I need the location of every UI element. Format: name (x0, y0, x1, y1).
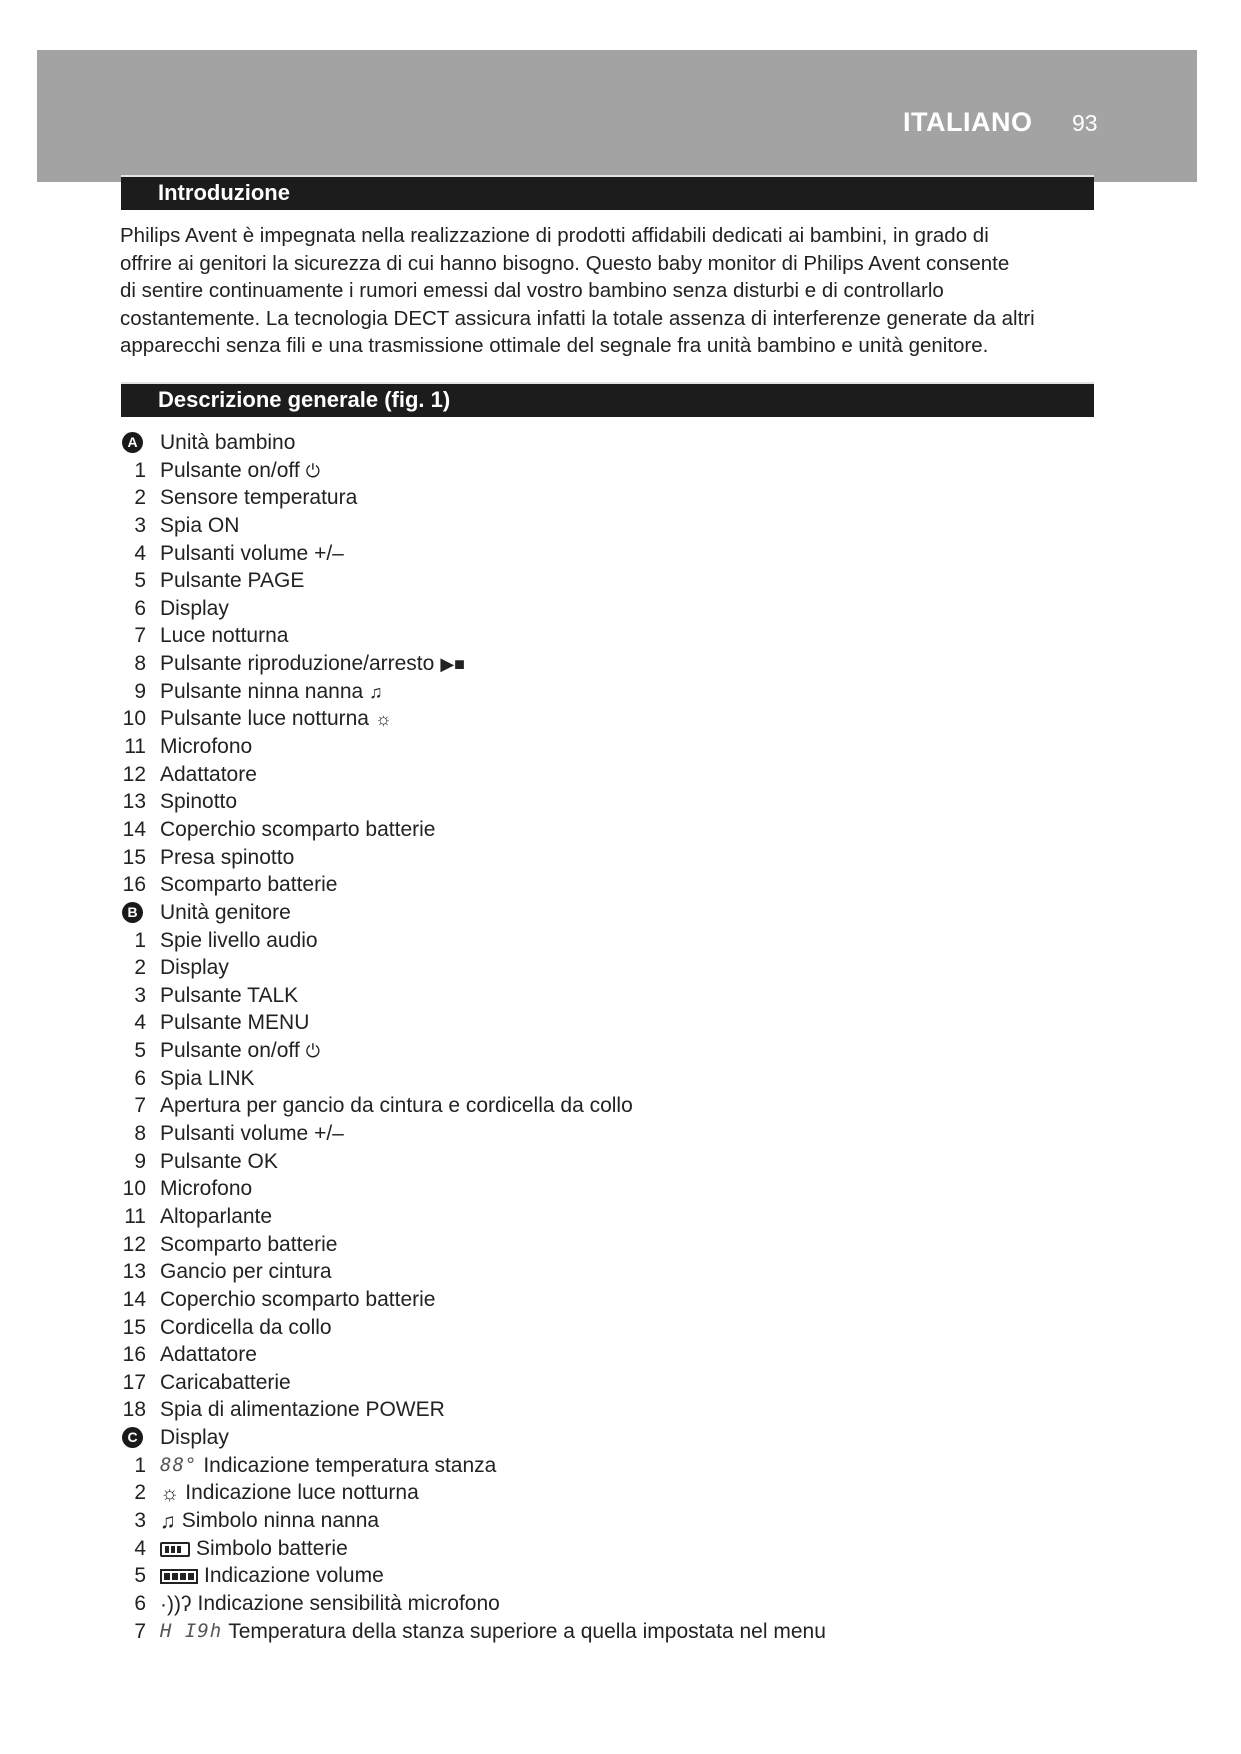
item-text-wrap (160, 1618, 826, 1646)
item-text-wrap (160, 595, 229, 623)
item-text: Scomparto batterie (160, 873, 338, 897)
item-text-wrap (160, 1286, 435, 1314)
item-text: Adattatore (160, 1343, 257, 1367)
item-text: Pulsanti volume +/– (160, 1122, 344, 1146)
item-number: 8 (134, 1122, 146, 1146)
section-title: Display (160, 1426, 229, 1450)
item-number: 7 (134, 1619, 146, 1643)
list-item (118, 954, 1118, 982)
item-number: 7 (134, 1094, 146, 1118)
item-number: 12 (122, 762, 146, 786)
item-text: Indicazione volume (204, 1564, 384, 1588)
list-item (118, 1258, 1118, 1286)
section-title: Unità genitore (160, 900, 291, 924)
item-text: Simbolo ninna nanna (181, 1508, 380, 1532)
item-text-wrap (160, 1369, 291, 1397)
section-a-title (118, 429, 1118, 457)
list-item (118, 1562, 1118, 1590)
item-text: Display (160, 956, 229, 980)
item-number: 11 (124, 735, 146, 759)
list-item (118, 1286, 1118, 1314)
item-text: Spinotto (160, 790, 238, 814)
list-item (118, 484, 1118, 512)
list-item (118, 1452, 1118, 1480)
item-number: 14 (122, 817, 146, 841)
item-number: 14 (122, 1287, 146, 1311)
list-item (118, 761, 1118, 789)
item-text-wrap (160, 927, 318, 955)
list-item (118, 1396, 1118, 1424)
item-number: 3 (134, 1508, 146, 1532)
item-text: Apertura per gancio da cintura e cordicella da collo (160, 1094, 633, 1118)
item-text: Cordicella da collo (160, 1315, 332, 1339)
item-number: 6 (134, 1066, 146, 1090)
item-text-wrap (160, 788, 237, 816)
item-number: 9 (134, 679, 146, 703)
item-text: Simbolo batterie (196, 1536, 348, 1560)
item-text-wrap (160, 871, 337, 899)
list-item (118, 1009, 1118, 1037)
list-item (118, 1535, 1118, 1563)
item-text: Spia LINK (160, 1066, 255, 1090)
item-text-wrap (160, 1120, 344, 1148)
list-item (118, 1037, 1118, 1065)
item-symbol-icon: ⏻ (305, 1041, 320, 1062)
list-item (118, 567, 1118, 595)
item-number: 2 (134, 486, 146, 510)
item-text-wrap (160, 1092, 633, 1120)
item-text-wrap (160, 1590, 500, 1618)
item-number: 8 (134, 652, 146, 676)
item-text: Sensore temperatura (160, 486, 358, 510)
item-number: 4 (134, 1011, 146, 1035)
item-text: Gancio per cintura (160, 1260, 332, 1284)
section-heading-bar (121, 382, 1094, 417)
item-text-wrap (160, 484, 357, 512)
list-item (118, 1120, 1118, 1148)
item-number: 7 (134, 624, 146, 648)
item-text-wrap (160, 844, 294, 872)
item-text: Scomparto batterie (160, 1232, 338, 1256)
item-number: 12 (122, 1232, 146, 1256)
item-number: 9 (134, 1149, 146, 1173)
parts-list (118, 429, 1118, 1645)
item-number: 2 (134, 1481, 146, 1505)
list-item (118, 1092, 1118, 1120)
item-number: 15 (122, 1315, 146, 1339)
item-number: 1 (134, 458, 146, 482)
section-b-title (118, 899, 1118, 927)
item-text-wrap (160, 761, 257, 789)
item-text: Microfono (160, 1177, 253, 1201)
item-text-wrap (160, 1231, 337, 1259)
item-text: Pulsante luce notturna (160, 707, 369, 731)
item-number: 16 (122, 873, 146, 897)
item-number: 4 (134, 541, 146, 565)
item-text: Pulsante on/off (160, 1039, 300, 1063)
item-text-wrap (160, 1175, 252, 1203)
list-item (118, 1479, 1118, 1507)
list-item (118, 1065, 1118, 1093)
item-number: 4 (134, 1536, 146, 1560)
section-letter-badge: B (122, 902, 143, 923)
item-number: 15 (122, 845, 146, 869)
item-text-wrap (160, 1341, 257, 1369)
section-title: Unità bambino (160, 431, 296, 454)
item-text: Temperatura della stanza superiore a quella impostata nel menu (228, 1619, 826, 1643)
list-item (118, 1148, 1118, 1176)
item-text-wrap (160, 1065, 255, 1093)
item-text-wrap (160, 1479, 419, 1507)
list-item (118, 1618, 1118, 1646)
list-item (118, 1203, 1118, 1231)
item-symbol-icon: ⏻ (305, 460, 320, 481)
list-item (118, 457, 1118, 485)
item-text: Pulsante ninna nanna (160, 679, 364, 703)
language-label: ITALIANO (903, 107, 1033, 137)
item-number: 10 (122, 707, 146, 731)
item-number: 13 (122, 1260, 146, 1284)
item-text: Spie livello audio (160, 928, 318, 952)
item-text: Adattatore (160, 762, 257, 786)
item-number: 3 (134, 513, 146, 537)
intro-paragraph (120, 222, 1105, 360)
section-c-title (118, 1424, 1118, 1452)
item-text-wrap (160, 1148, 278, 1176)
item-text: Spia ON (160, 513, 240, 537)
item-text: Indicazione temperatura stanza (203, 1453, 497, 1477)
item-number: 10 (122, 1177, 146, 1201)
item-text-wrap (160, 1562, 384, 1590)
item-text: Pulsante TALK (160, 983, 299, 1007)
list-item (118, 1369, 1118, 1397)
section-letter-badge: A (122, 432, 143, 453)
list-item (118, 927, 1118, 955)
list-item (118, 1590, 1118, 1618)
item-text: Coperchio scomparto batterie (160, 1287, 436, 1311)
battery-icon (160, 1542, 190, 1557)
item-symbol-icon: ♫ (369, 681, 383, 702)
list-item (118, 705, 1118, 733)
item-text-wrap (160, 622, 288, 650)
intro-line: Philips Avent è impegnata nella realizzazione di prodotti affidabili dedicati ai bambini, in grado di (120, 224, 989, 247)
item-text: Caricabatterie (160, 1370, 291, 1394)
item-number: 2 (134, 956, 146, 980)
list-item (118, 788, 1118, 816)
item-text-wrap (160, 733, 252, 761)
list-item (118, 595, 1118, 623)
item-text-wrap (160, 678, 383, 707)
list-item (118, 1507, 1118, 1535)
list-item (118, 678, 1118, 706)
item-number: 18 (122, 1398, 146, 1422)
item-number: 1 (134, 928, 146, 952)
item-number: 11 (124, 1204, 146, 1228)
intro-line: di sentire continuamente i rumori emessi dal vostro bambino senza disturbi e di controllarlo (120, 279, 944, 303)
section-heading: Descrizione generale (fig. 1) (158, 387, 451, 412)
item-text-wrap (160, 650, 465, 679)
item-text: Coperchio scomparto batterie (160, 817, 436, 841)
list-item (118, 650, 1118, 678)
list-item (118, 871, 1118, 899)
item-text: Altoparlante (160, 1204, 273, 1228)
item-number: 6 (134, 1591, 146, 1615)
list-item (118, 816, 1118, 844)
prefix-symbol-icon: ☼ (160, 1481, 180, 1505)
volume-icon (160, 1569, 198, 1584)
item-text: Pulsanti volume +/– (160, 541, 344, 565)
item-text: Indicazione sensibilità microfono (197, 1591, 500, 1615)
list-item (118, 512, 1118, 540)
item-text-wrap (160, 567, 304, 595)
item-text: Pulsante PAGE (160, 569, 305, 593)
item-text-wrap (160, 954, 229, 982)
intro-line: costantemente. La tecnologia DECT assicura infatti la totale assenza di interferenze generate da altri (120, 306, 1035, 330)
item-number: 13 (122, 790, 146, 814)
list-item (118, 1231, 1118, 1259)
list-item (118, 1314, 1118, 1342)
item-text-wrap (160, 1314, 332, 1342)
section-letter-badge: C (122, 1427, 143, 1448)
item-text-wrap (160, 1452, 496, 1480)
item-text: Pulsante OK (160, 1149, 278, 1173)
item-text: Presa spinotto (160, 845, 295, 869)
item-number: 6 (134, 596, 146, 620)
item-text: Microfono (160, 735, 253, 759)
item-text-wrap (160, 1396, 445, 1424)
list-item (118, 844, 1118, 872)
item-text: Pulsante riproduzione/arresto (160, 652, 435, 676)
item-text-wrap (160, 1507, 379, 1535)
item-text-wrap (160, 1009, 309, 1037)
segment-display-symbol: H I9h (160, 1620, 223, 1643)
item-number: 5 (134, 1039, 146, 1063)
page-number: 93 (1072, 110, 1098, 136)
item-text-wrap (160, 512, 239, 540)
item-number: 16 (122, 1343, 146, 1367)
item-text-wrap (160, 457, 320, 486)
list-item (118, 1341, 1118, 1369)
intro-line: apparecchi senza fili e una trasmissione ottimale del segnale fra unità bambino e unità genitore. (120, 334, 989, 358)
prefix-symbol-icon: ·))ʔ (160, 1592, 192, 1616)
item-text-wrap (160, 705, 391, 734)
item-text-wrap (160, 1535, 348, 1563)
section-heading: Introduzione (158, 180, 290, 205)
list-item (118, 540, 1118, 568)
item-text-wrap (160, 982, 298, 1010)
item-text: Indicazione luce notturna (185, 1481, 419, 1505)
item-number: 17 (122, 1370, 146, 1394)
item-text: Pulsante MENU (160, 1011, 310, 1035)
item-text-wrap (160, 816, 435, 844)
segment-display-symbol: 88° (160, 1454, 198, 1477)
section-heading-bar (121, 175, 1094, 210)
list-item (118, 622, 1118, 650)
item-symbol-icon: ▶■ (440, 654, 466, 675)
item-text: Pulsante on/off (160, 458, 300, 482)
item-text-wrap (160, 540, 344, 568)
item-number: 1 (134, 1453, 146, 1477)
prefix-symbol-icon: ♫ (160, 1509, 176, 1533)
list-item (118, 733, 1118, 761)
item-number: 5 (134, 569, 146, 593)
item-text: Luce notturna (160, 624, 289, 648)
intro-line: offrire ai genitori la sicurezza di cui hanno bisogno. Questo baby monitor di Philips Avent consente (120, 251, 1010, 275)
item-text-wrap (160, 1258, 332, 1286)
list-item (118, 982, 1118, 1010)
item-text: Spia di alimentazione POWER (160, 1398, 445, 1422)
item-text: Display (160, 596, 229, 620)
item-symbol-icon: ☼ (374, 709, 392, 730)
item-number: 3 (134, 983, 146, 1007)
list-item (118, 1175, 1118, 1203)
item-text-wrap (160, 1203, 272, 1231)
item-text-wrap (160, 1037, 320, 1066)
item-number: 5 (134, 1564, 146, 1588)
